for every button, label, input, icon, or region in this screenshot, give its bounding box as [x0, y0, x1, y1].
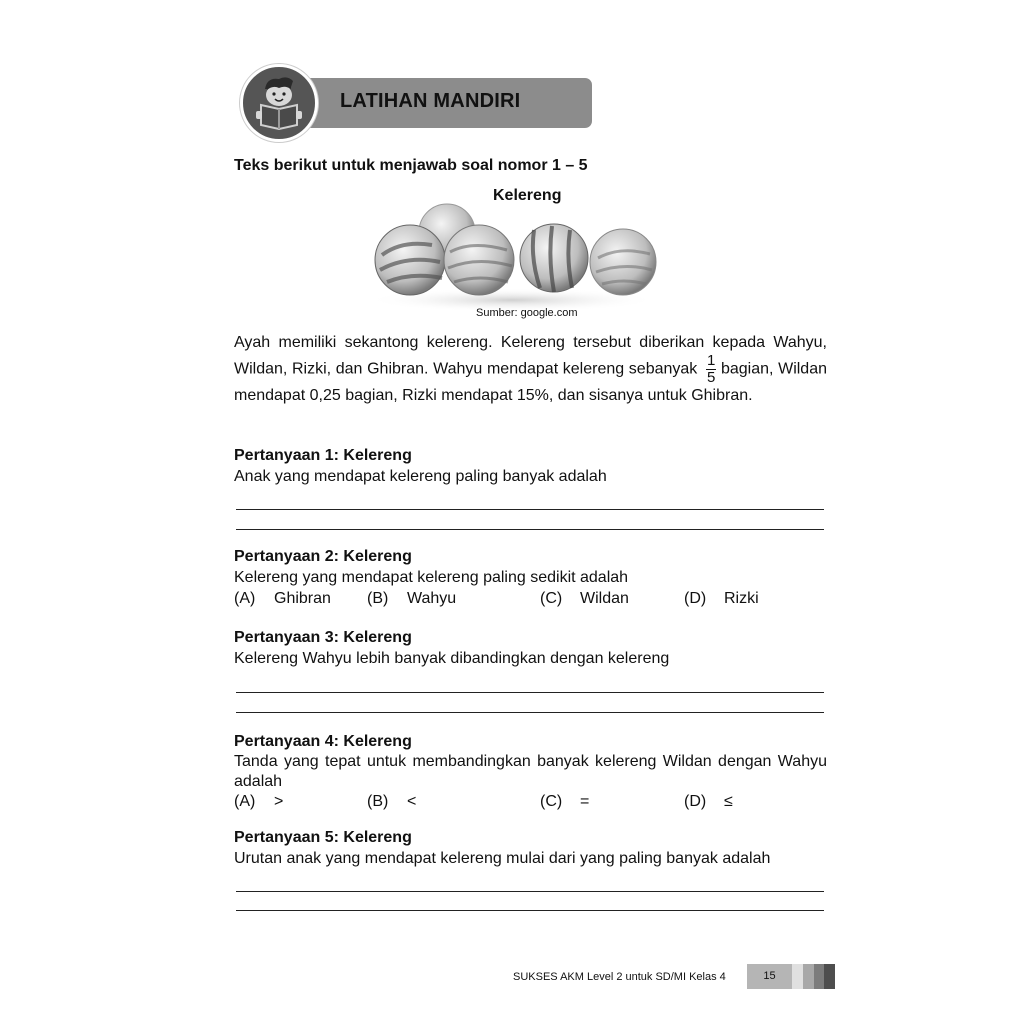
question-4-title: Pertanyaan 4: Kelereng — [234, 733, 412, 750]
option-value: ≤ — [724, 793, 733, 810]
option-4d[interactable] — [684, 793, 733, 811]
option-value: = — [580, 793, 590, 810]
option-label: (B) — [367, 793, 389, 810]
option-2d[interactable] — [684, 590, 759, 608]
question-2-title: Pertanyaan 2: Kelereng — [234, 548, 412, 565]
option-2b[interactable] — [367, 590, 456, 608]
intro-heading: Teks berikut untuk menjawab soal nomor 1 – 5 — [234, 157, 588, 174]
option-2c[interactable] — [540, 590, 629, 608]
option-label: (D) — [684, 793, 707, 810]
passage-text-2: bagian, Wildan mendapat 0,25 bagian, Rizki mendapat 15%, dan sisanya untuk Ghibran. — [234, 360, 827, 404]
footer-strip-2 — [803, 964, 814, 989]
option-label: (A) — [234, 793, 256, 810]
passage-text-1: Ayah memiliki sekantong kelereng. Kelereng tersebut diberikan kepada Wahyu, Wildan, Rizki, dan Ghibran. Wahyu mendapat kelereng sebanyak — [234, 334, 827, 378]
question-5-text: Urutan anak yang mendapat kelereng mulai dari yang paling banyak adalah — [234, 850, 771, 867]
option-4b[interactable] — [367, 793, 416, 811]
option-value: Ghibran — [274, 590, 331, 607]
fraction — [706, 353, 716, 386]
question-3-title: Pertanyaan 3: Kelereng — [234, 629, 412, 646]
page-number: 15 — [747, 964, 792, 989]
reading-child-icon — [240, 64, 318, 142]
question-1-title: Pertanyaan 1: Kelereng — [234, 447, 412, 464]
option-2a[interactable] — [234, 590, 331, 608]
option-value: Wahyu — [407, 590, 457, 607]
answer-line-1a[interactable] — [236, 509, 824, 510]
option-value: < — [407, 793, 417, 810]
answer-line-1b[interactable] — [236, 529, 824, 530]
fraction-denominator: 5 — [706, 369, 716, 386]
answer-line-5a[interactable] — [236, 891, 824, 892]
footer-strip-1 — [792, 964, 803, 989]
answer-line-3a[interactable] — [236, 692, 824, 693]
answer-line-3b[interactable] — [236, 712, 824, 713]
option-value: Rizki — [724, 590, 759, 607]
option-label: (C) — [540, 793, 563, 810]
image-source: Sumber: google.com — [476, 307, 578, 319]
option-label: (C) — [540, 590, 563, 607]
question-1-text: Anak yang mendapat kelereng paling banyak adalah — [234, 468, 607, 485]
question-4-text: Tanda yang tepat untuk membandingkan banyak kelereng Wildan dengan Wahyu adalah — [234, 753, 827, 790]
fraction-numerator: 1 — [706, 352, 716, 369]
option-4c[interactable] — [540, 793, 589, 811]
option-label: (D) — [684, 590, 707, 607]
option-label: (B) — [367, 590, 389, 607]
answer-line-5b[interactable] — [236, 910, 824, 911]
passage — [234, 333, 827, 406]
marbles-photo — [362, 200, 667, 318]
option-4a[interactable] — [234, 793, 283, 811]
question-5-title: Pertanyaan 5: Kelereng — [234, 829, 412, 846]
footer-strip-3 — [814, 964, 824, 989]
option-value: Wildan — [580, 590, 629, 607]
option-value: > — [274, 793, 284, 810]
book-title: SUKSES AKM Level 2 untuk SD/MI Kelas 4 — [513, 971, 726, 983]
option-label: (A) — [234, 590, 256, 607]
figure-title: Kelereng — [493, 187, 562, 204]
question-3-text: Kelereng Wahyu lebih banyak dibandingkan dengan kelereng — [234, 650, 670, 667]
footer-strip-4 — [824, 964, 835, 989]
section-banner — [240, 64, 594, 142]
question-2-text: Kelereng yang mendapat kelereng paling sedikit adalah — [234, 569, 629, 586]
section-title: LATIHAN MANDIRI — [340, 90, 521, 112]
